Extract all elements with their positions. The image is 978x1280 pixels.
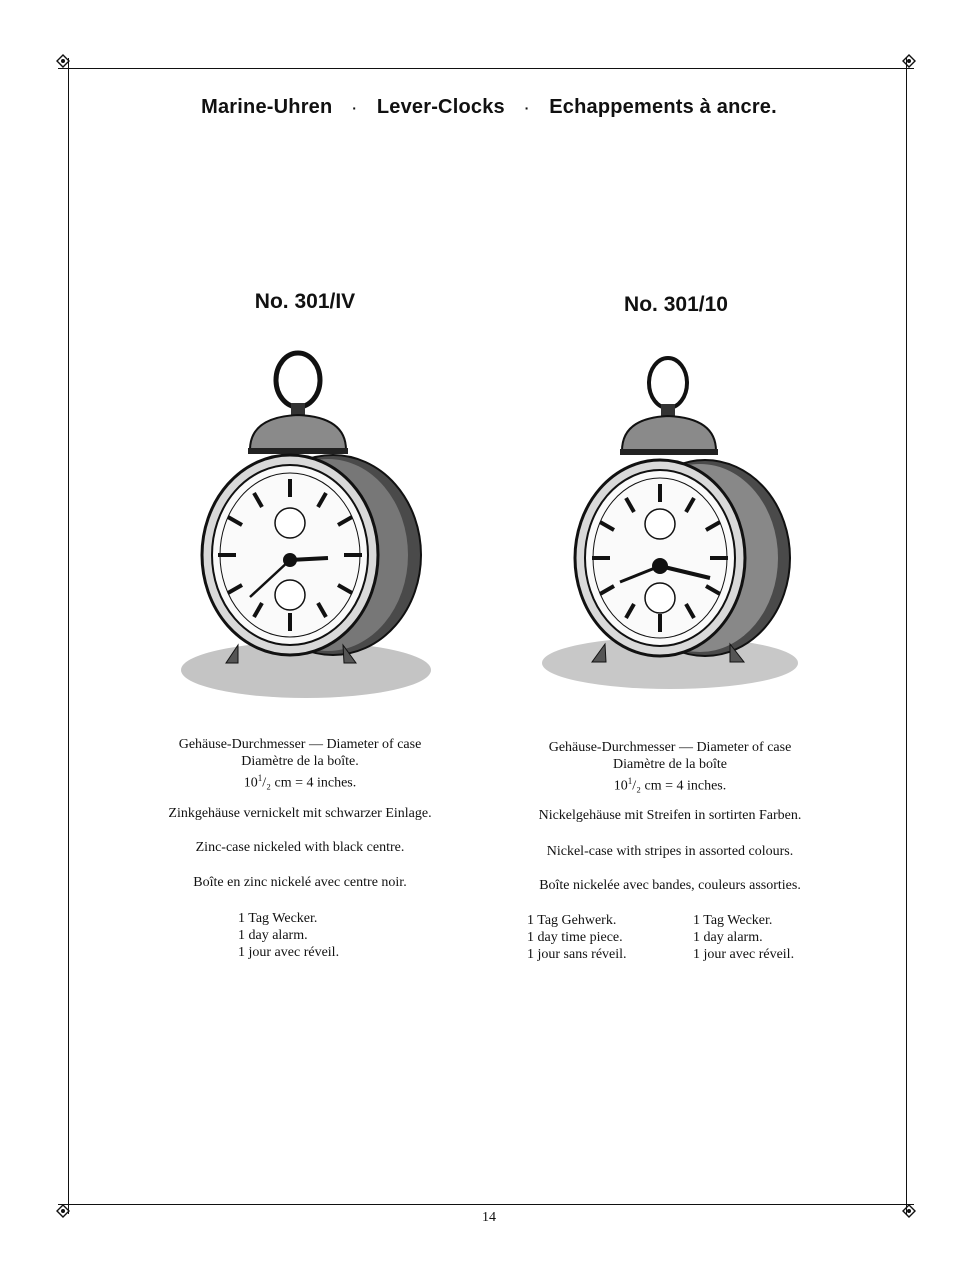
description-german-left: Zinkgehäuse vernickelt mit schwarzer Einlage.: [168, 806, 432, 821]
diameter-size: $10^1/_2$ cm = 4 inches.: [613, 776, 727, 794]
description-english-left: Zinc-case nickeled with black centre.: [195, 840, 405, 855]
feature-line: 1 day alarm.: [693, 930, 763, 945]
feature-line: 1 day time piece.: [527, 930, 623, 945]
page-number: 14: [482, 1210, 496, 1225]
feature-line: 1 jour sans réveil.: [527, 947, 627, 962]
diameter-block-right: [500, 739, 840, 795]
description-french-left: Boîte en zinc nickelé avec centre noir.: [193, 875, 407, 890]
page-heading: [0, 96, 978, 119]
model-title-left: No. 301/IV: [254, 290, 356, 313]
alarm-clock-illustration: [178, 345, 440, 705]
feature-list-right-b: [693, 912, 794, 963]
feature-list-right-a: [527, 912, 627, 963]
diameter-label-line1: Gehäuse-Durchmesser — Diameter of case: [548, 740, 792, 755]
diameter-label-line2: Diamètre de la boîte: [613, 757, 727, 772]
feature-line: 1 jour avec réveil.: [693, 947, 795, 962]
heading-german: Marine-Uhren: [201, 96, 333, 118]
description-english-right: Nickel-case with stripes in assorted colours.: [546, 844, 794, 859]
model-title-right: No. 301/10: [624, 293, 728, 316]
feature-line: 1 jour avec réveil.: [238, 945, 340, 960]
heading-english: Lever-Clocks: [376, 96, 505, 118]
diameter-size: $10^1/_2$ cm = 4 inches.: [243, 773, 357, 791]
feature-list-left: [238, 910, 339, 961]
ornament-corner-icon: [56, 54, 70, 68]
feature-line: 1 Tag Wecker.: [238, 911, 318, 926]
heading-french: Echappements à ancre.: [549, 96, 777, 118]
heading-separator: ·: [352, 99, 358, 116]
description-german-right: Nickelgehäuse mit Streifen in sortirten Farben.: [538, 808, 802, 823]
feature-line: 1 Tag Gehwerk.: [527, 913, 617, 928]
frame-bottom-rule: [58, 1204, 914, 1205]
heading-separator: ·: [524, 99, 530, 116]
frame-right-rule: [906, 58, 907, 1214]
alarm-clock-illustration: [540, 348, 820, 698]
diameter-label-line1: Gehäuse-Durchmesser — Diameter of case: [178, 737, 422, 752]
frame-left-rule: [68, 58, 69, 1214]
diameter-label-line2: Diamètre de la boîte.: [241, 754, 359, 769]
description-french-right: Boîte nickelée avec bandes, couleurs assorties.: [539, 878, 801, 893]
feature-line: 1 Tag Wecker.: [693, 913, 773, 928]
ornament-corner-icon: [902, 54, 916, 68]
feature-line: 1 day alarm.: [238, 928, 308, 943]
frame-top-rule: [58, 68, 914, 69]
diameter-block-left: [130, 736, 470, 792]
